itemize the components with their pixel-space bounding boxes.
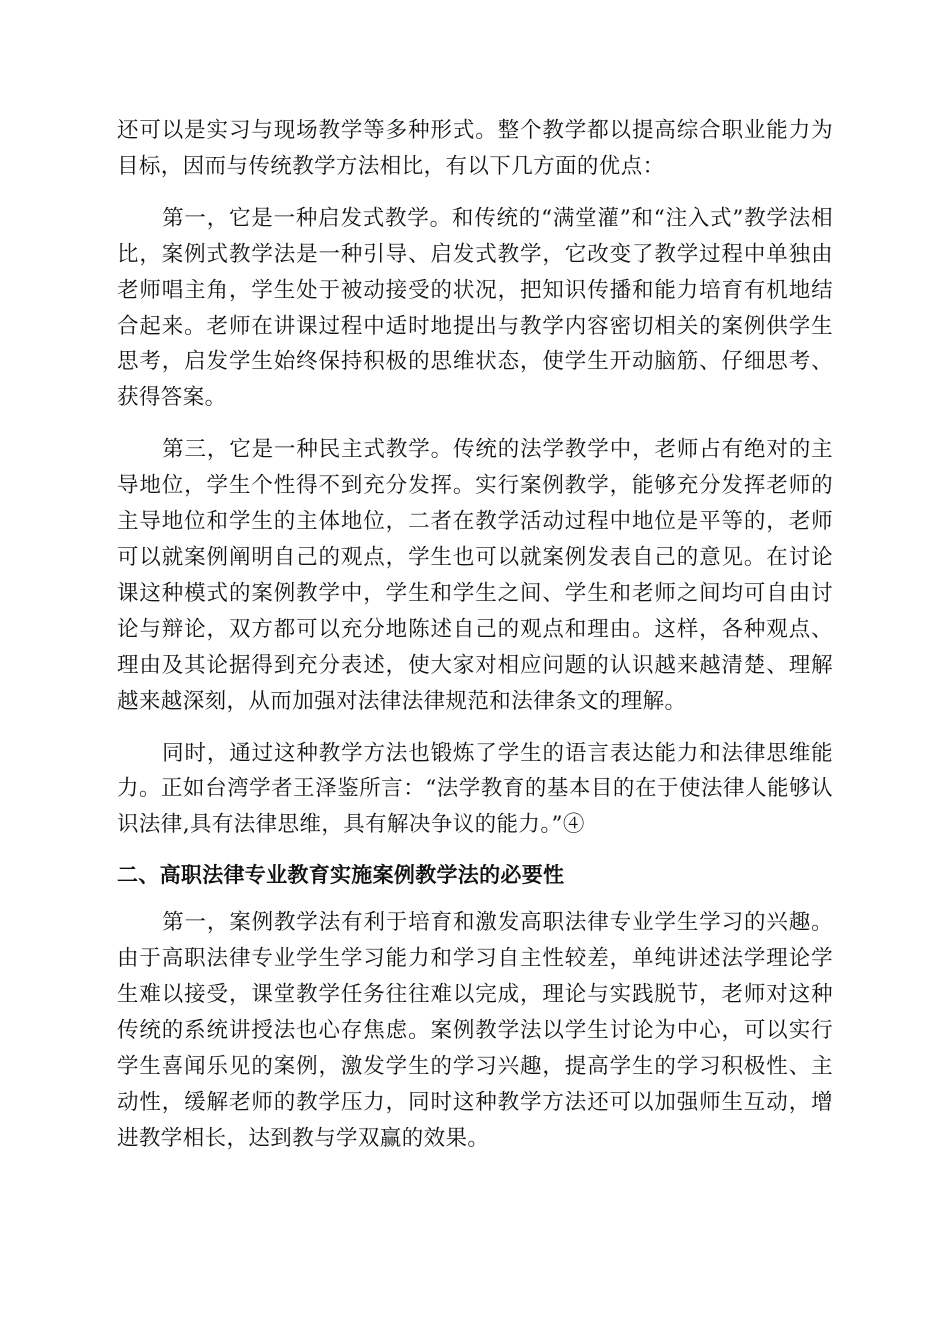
- paragraph-continuation: 还可以是实习与现场教学等多种形式。整个教学都以提高综合职业能力为目标，因而与传统教学方法相比，有以下几方面的优点：: [117, 118, 833, 179]
- paragraph-language-ability: 同时，通过这种教学方法也锻炼了学生的语言表达能力和法律思维能力。正如台湾学者王泽鉴所言：“法学教育的基本目的在于使法律人能够认识法律,具有法律思维，具有解决争议的能力。”④: [117, 740, 833, 838]
- document-page: [117, 113, 833, 1157]
- paragraph-third-point: 第三，它是一种民主式教学。传统的法学教学中，老师占有绝对的主导地位，学生个性得不到充分发挥。实行案例教学，能够充分发挥老师的主导地位和学生的主体地位，二者在教学活动过程中地位是平等的，老师可以就案例阐明自己的观点，学生也可以就案例发表自己的意见。在讨论课这种模式的案例教学中，学生和学生之间、学生和老师之间均可自由讨论与辩论，双方都可以充分地陈述自己的观点和理由。这样，各种观点、理由及其论据得到充分表述，使大家对相应问题的认识越来越清楚、理解越来越深刻，从而加强对法律法律规范和法律条文的理解。: [117, 437, 833, 714]
- paragraph-first-point: 第一，它是一种启发式教学。和传统的“满堂灌”和“注入式”教学法相比，案例式教学法是一种引导、启发式教学，它改变了教学过程中单独由老师唱主角，学生处于被动接受的状况，把知识传播和能力培育有机地结合起来。老师在讲课过程中适时地提出与教学内容密切相关的案例供学生思考，启发学生始终保持积极的思维状态，使学生开动脑筋、仔细思考、获得答案。: [117, 205, 833, 411]
- paragraph-interest: 第一，案例教学法有利于培育和激发高职法律专业学生学习的兴趣。由于高职法律专业学生学习能力和学习自主性较差，单纯讲述法学理论学生难以接受，课堂教学任务往往难以完成，理论与实践脱节，老师对这种传统的系统讲授法也心存焦虑。案例教学法以学生讨论为中心，可以实行学生喜闻乐见的案例，激发学生的学习兴趣，提高学生的学习积极性、主动性，缓解老师的教学压力，同时这种教学方法还可以加强师生互动，增进教学相长，达到教与学双赢的效果。: [117, 910, 833, 1151]
- section-heading: 二、高职法律专业教育实施案例教学法的必要性: [117, 863, 565, 888]
